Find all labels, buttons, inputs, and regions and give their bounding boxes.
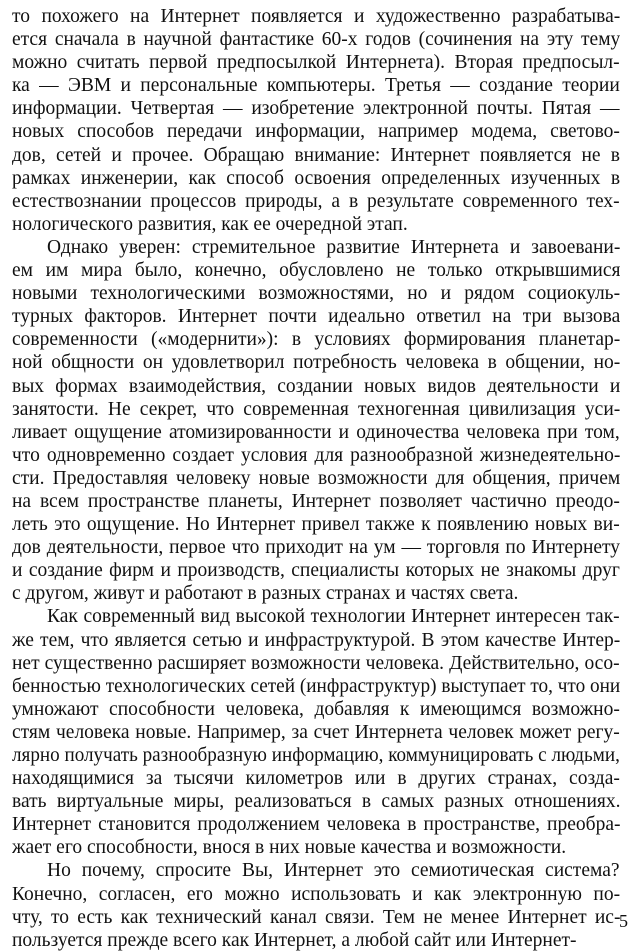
text-line: находящимися за тысячи километров или в других странах, созда-: [12, 768, 620, 790]
text-line: же тем, что является сетью и инфраструктурой. В этом качестве Интер-: [12, 629, 620, 651]
text-line: умножают способности человека, добавляя к имеющимся возможно-: [12, 698, 620, 720]
text-line: рамках инженерии, как способ освоения определенных изученных в: [12, 167, 620, 189]
text-line: естествознании процессов природы, а в результате современного тех-: [12, 190, 620, 212]
text-line: ка — ЭВМ и персональные компьютеры. Третья — создание теории: [12, 75, 620, 97]
page-body-text: [12, 5, 620, 952]
text-line: вых формах взаимодействия, создании новых видов деятельности и: [12, 375, 620, 397]
text-line: ливает ощущение атомизированности и одиночества человека при том,: [12, 421, 620, 443]
text-line: лярно получать разнообразную информацию, коммуницировать с людьми,: [12, 745, 620, 766]
text-line: стям человека новые. Например, за счет Интернета человек может регу-: [12, 721, 620, 743]
paragraph-first-line: Однако уверен: стремительное развитие Интернета и завоевани-: [47, 236, 620, 258]
text-line: нет существенно расширяет возможности человека. Действительно, осо-: [12, 652, 620, 674]
text-line: и создание фирм и производств, специалисты которых не знакомы друг: [12, 560, 620, 582]
text-line: дов, сетей и прочее. Обращаю внимание: Интернет появляется не в: [12, 144, 620, 166]
text-line: то похожего на Интернет появляется и художественно разрабатыва-: [12, 6, 620, 27]
text-line: новых способов передачи информации, например модема, светово-: [12, 121, 620, 143]
text-line: турных факторов. Интернет почти идеально ответил на три вызова: [12, 306, 620, 328]
text-line: чту, то есть как технический канал связи. Тем не менее Интернет ис-: [12, 906, 620, 928]
text-line: жает его способности, внося в них новые качества и возможности.: [12, 837, 567, 859]
text-line: что одновременно создает условия для разнообразной жизнедеятельно-: [12, 444, 620, 466]
text-line: леть это ощущение. Но Интернет привел также к появлению новых ви-: [12, 514, 620, 536]
paragraph-first-line: Как современный вид высокой технологии Интернет интересен так-: [47, 606, 620, 628]
text-line: современности («модернити»): в условиях формирования планетар-: [12, 329, 620, 351]
page-number: 5: [619, 911, 628, 931]
text-line: информации. Четвертая — изобретение электронной почты. Пятая —: [12, 98, 620, 120]
text-line: на всем пространстве планеты, Интернет позволяет частично преодо-: [12, 490, 620, 512]
text-line: Интернет становится продолжением человека в пространстве, преобра-: [12, 814, 620, 836]
text-line: новыми технологическими возможностями, но и рядом социокуль-: [12, 283, 620, 305]
text-line: занятости. Не секрет, что современная техногенная цивилизация уси-: [12, 398, 620, 420]
text-line: можно считать первой предпосылкой Интернета). Вторая предпосыл-: [12, 52, 620, 74]
text-line: дов деятельности, первое что приходит на ум — торговля по Интернету: [12, 537, 620, 559]
text-line: бенностью технологических сетей (инфраструктур) выступает то, что они: [12, 675, 620, 697]
text-line: нологического развития, как ее очередной этап.: [12, 213, 408, 235]
text-line: ной общности он удовлетворил потребность человека в общении, но-: [12, 352, 620, 374]
text-line: сти. Предоставляя человеку новые возможности для общения, причем: [12, 467, 620, 489]
text-line: пользуется прежде всего как Интернет, а любой сайт или Интернет-: [12, 929, 577, 951]
text-line: с другом, живут и работают в разных странах и частях света.: [12, 583, 519, 605]
text-line: Конечно, согласен, его можно использовать и как электронную по-: [12, 883, 620, 905]
text-line: вать виртуальные миры, реализоваться в самых разных отношениях.: [12, 791, 620, 813]
paragraph-first-line: Но почему, спросите Вы, Интернет это семиотическая система?: [47, 860, 620, 882]
text-line: ется сначала в научной фантастике 60-х годов (сочинения на эту тему: [12, 29, 620, 51]
text-line: ем им мира было, конечно, обусловлено не только открывшимися: [12, 260, 620, 282]
